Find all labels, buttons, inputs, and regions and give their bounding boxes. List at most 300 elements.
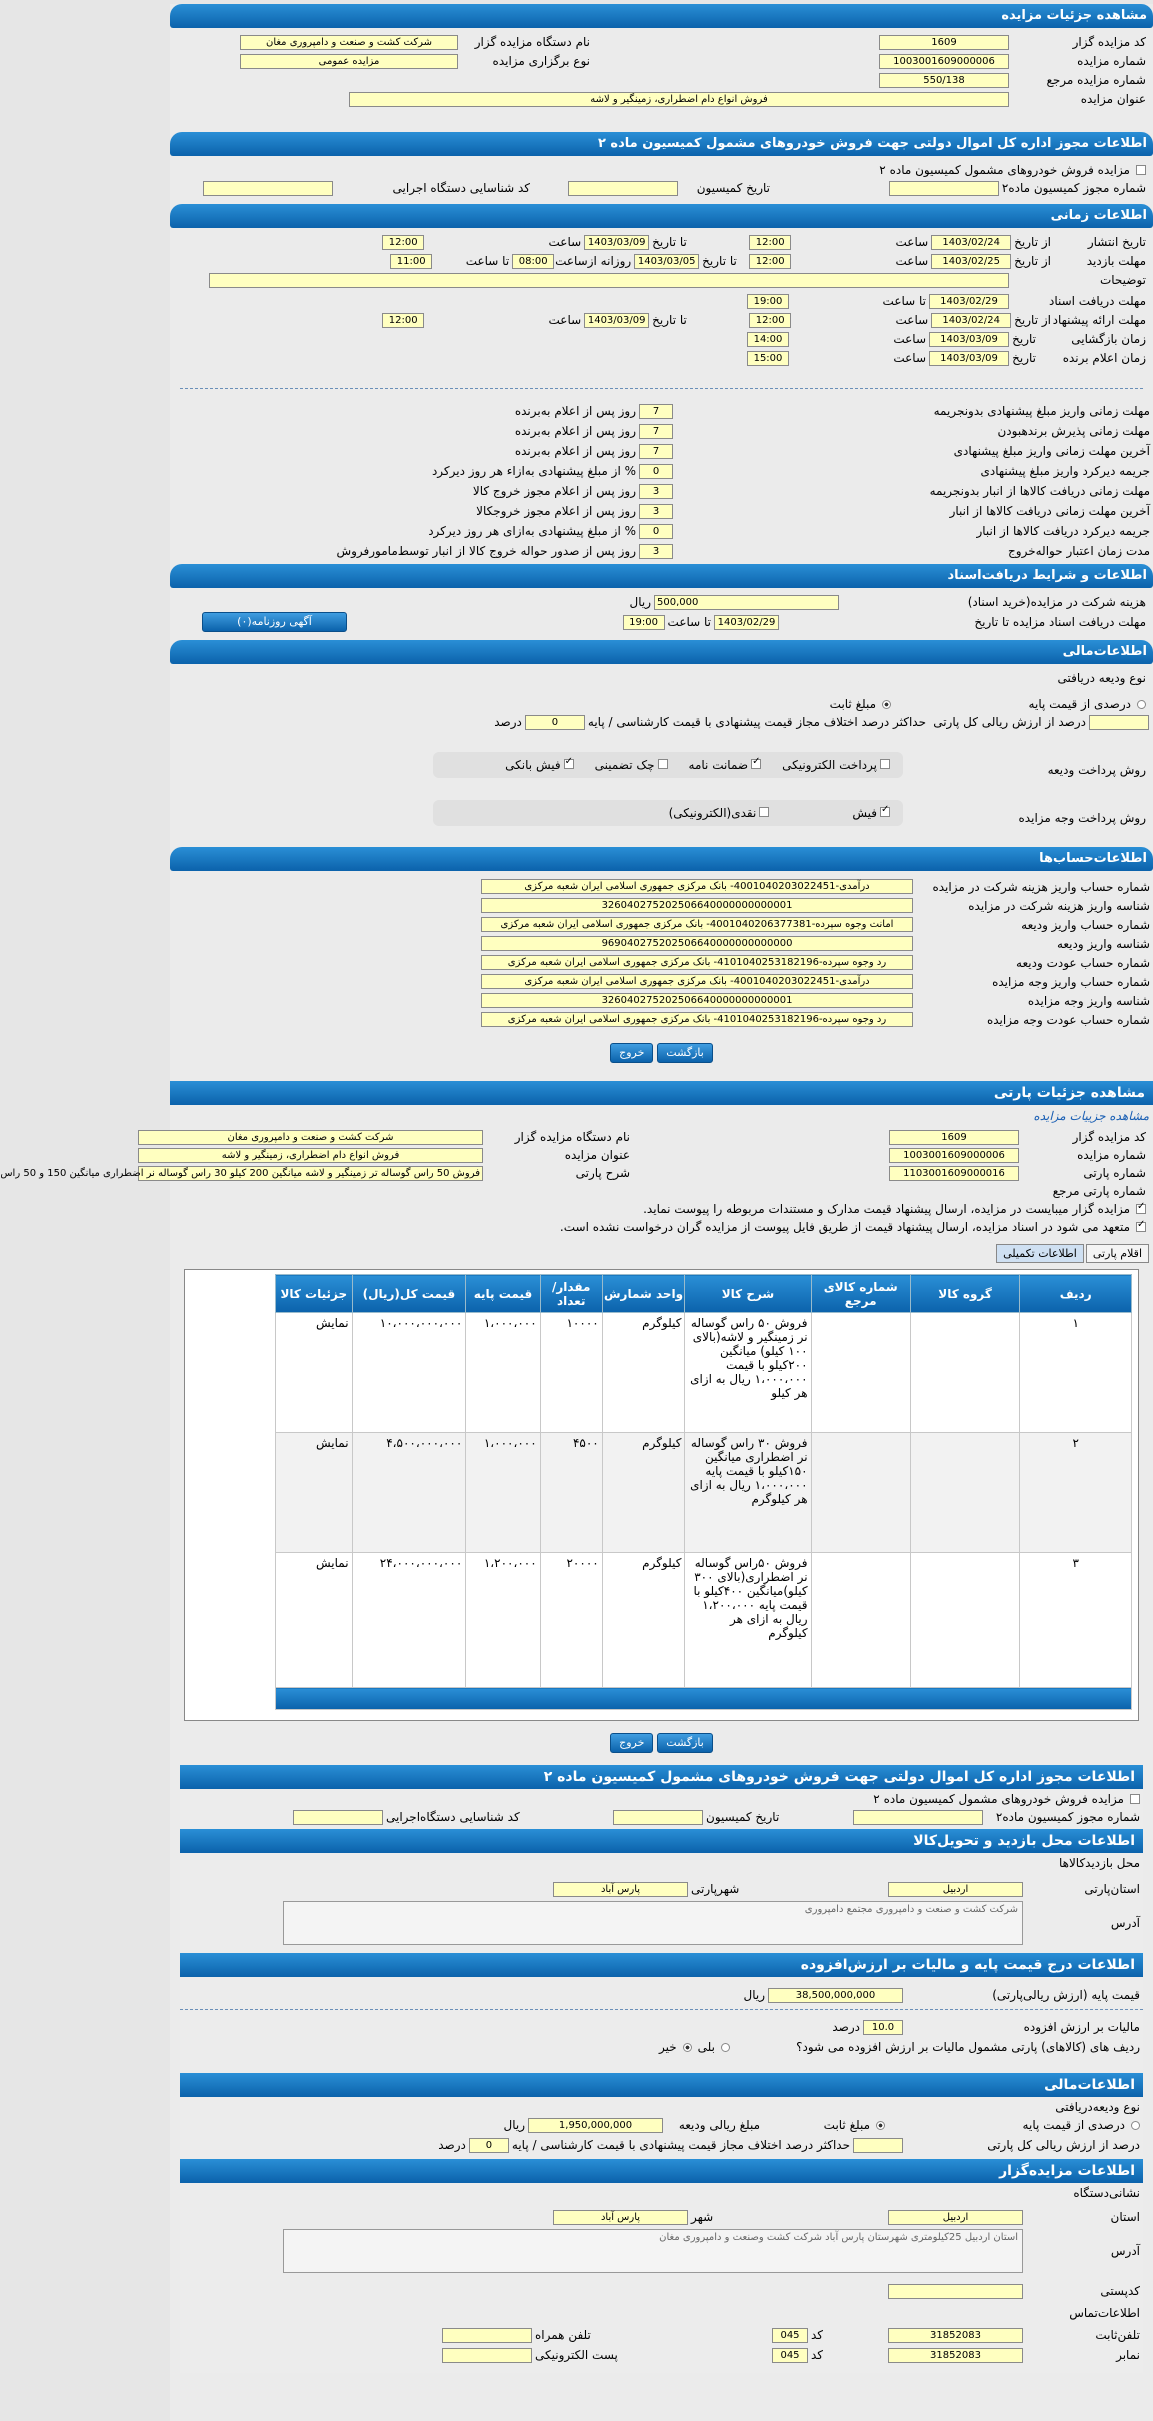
- section-accounts-header: اطلاعات‌حساب‌ها: [170, 847, 1153, 871]
- condition-label: مزایده گزار میبایست در مزایده، ارسال پیشنهاد قیمت مدارک و مستندات مربوطه را پیوست نماید.: [643, 1202, 1130, 1216]
- acct-field[interactable]: امانت وجوه سپرده-4001040206377381- بانک مرکزی جمهوری اسلامی ایران شعبه مرکزی: [481, 917, 913, 932]
- col-header: جزئیات کالا: [276, 1275, 353, 1313]
- acct-field[interactable]: 326040275202506640000000000001: [481, 993, 913, 1008]
- pay-option-label: ضمانت نامه: [688, 758, 749, 772]
- cell-unit: کیلوگرم: [602, 1433, 685, 1553]
- section-commission2-header: اطلاعات مجوز اداره کل اموال دولتی جهت فروش خودروهای مشمول کمیسیون ماده ۲: [180, 1765, 1143, 1789]
- deadline-suffix: روز پس از اعلام مجوز خروجکالا: [476, 504, 636, 518]
- ann-date[interactable]: 1403/03/09: [929, 351, 1009, 366]
- visit-addr-label: آدرس: [1110, 1916, 1140, 1930]
- dep-type2-label: نوع ودیعه‌دریافتی: [1055, 2100, 1140, 2114]
- max-label: حداکثر درصد اختلاف مجاز قیمت پیشنهادی با قیمت کارشناسی / پایه: [587, 715, 926, 729]
- cell-group: [910, 1313, 1020, 1433]
- cell-base: ۱،۰۰۰،۰۰۰: [466, 1433, 540, 1553]
- subj-field[interactable]: فروش انواع دام اضطراری، زمینگیر و لاشه: [349, 92, 1009, 107]
- visit-from-date[interactable]: 1403/02/25: [931, 254, 1011, 269]
- deadline-label: مهلت زمانی دریافت کالاها از انبار بدونجریمه: [929, 484, 1150, 498]
- commission2-checkbox[interactable]: [1130, 1794, 1140, 1804]
- col-header: واحد شمارش: [602, 1275, 685, 1313]
- commission-section: [170, 160, 1153, 200]
- cell-group: [910, 1433, 1020, 1553]
- commission2-section: [180, 1789, 1143, 1829]
- fixed-radio-label: مبلغ ثابت: [829, 697, 876, 711]
- comm-date-field[interactable]: [568, 181, 678, 196]
- checkbox[interactable]: [880, 759, 890, 769]
- accounts-section: [170, 875, 1153, 1037]
- col-header: قیمت پایه: [466, 1275, 540, 1313]
- section-visit-header: اطلاعات محل بازدید و تحویل‌کالا: [180, 1829, 1143, 1853]
- id2-label: کد شناسایی دستگاه‌اجرایی: [386, 1810, 520, 1824]
- col-header: ردیف: [1020, 1275, 1132, 1313]
- table-footer: [276, 1688, 1132, 1710]
- addr-head-label: نشانی‌دستگاه: [1073, 2186, 1140, 2200]
- checkbox[interactable]: [880, 807, 890, 817]
- visit-section: [180, 1853, 1143, 1953]
- commission-check-label: مزایده فروش خودروهای مشمول کمیسیون ماده ۲: [879, 163, 1130, 177]
- party-field[interactable]: 1103001609000016: [889, 1166, 1019, 1181]
- deadline-docs-date[interactable]: 1403/02/29: [714, 615, 779, 630]
- to-label: تا تاریخ: [652, 313, 687, 327]
- pct2-field[interactable]: [853, 2138, 903, 2153]
- party-subj-label: عنوان مزایده: [564, 1148, 630, 1162]
- visit-city-label: شهرپارتی: [691, 1882, 740, 1896]
- divider: [180, 388, 1143, 389]
- deadline-label: آخرین مهلت زمانی واریز مبلغ پیشنهادی: [953, 444, 1150, 458]
- section-auctioneer-header: اطلاعات مزایده‌گزار: [180, 2159, 1143, 2183]
- cell-total: ۴،۵۰۰،۰۰۰،۰۰۰: [352, 1433, 466, 1553]
- id2-field[interactable]: [293, 1810, 383, 1825]
- cell-qty: ۱۰۰۰۰: [540, 1313, 602, 1433]
- deadline-suffix: % از مبلغ پیشنهادی به‌ازای هر روز دیرکرد: [428, 524, 636, 538]
- tab-party-items[interactable]: اقلام پارتی: [1086, 1244, 1149, 1263]
- cell-desc: فروش ۵۰راس گوساله نر اضطراری(بالای ۳۰۰ کیلو)میانگین ۴۰۰کیلو با قیمت پایه ۱،۲۰۰،۰۰۰ ریال به ازای هر کیلوگرم: [685, 1553, 811, 1688]
- col-header: گروه کالا: [910, 1275, 1020, 1313]
- pay2-option-label: فیش: [852, 806, 877, 820]
- party-desc-label: شرح پارتی: [575, 1166, 630, 1180]
- contact-label: اطلاعات‌تماس: [1069, 2306, 1140, 2320]
- auctioneer-section: [180, 2183, 1143, 2373]
- items-table-container: [184, 1269, 1139, 1721]
- perm2-field[interactable]: [853, 1810, 983, 1825]
- deadline-field[interactable]: 0: [639, 464, 673, 479]
- acct-label: شماره حساب عودت وجه مزایده: [986, 1012, 1150, 1027]
- visit-to-time[interactable]: 11:00: [390, 254, 432, 269]
- party-org-label: نام دستگاه مزایده گزار: [514, 1130, 630, 1144]
- pay-option[interactable]: [689, 758, 765, 772]
- deadline-label: مدت زمان اعتبار حواله‌خروج: [1008, 544, 1150, 558]
- newspaper-ad-button[interactable]: آگهی روزنامه(۰): [202, 612, 347, 632]
- section-time-header: اطلاعات زمانی: [170, 204, 1153, 228]
- party-code-label: کد مزایده گزار: [1072, 1130, 1146, 1144]
- time-section: [170, 232, 1153, 382]
- party-code-field[interactable]: 1609: [889, 1130, 1019, 1145]
- type-field[interactable]: مزایده عمومی: [240, 54, 458, 69]
- code-label: کد: [811, 2328, 824, 2342]
- ref-field[interactable]: 550/138: [879, 73, 1009, 88]
- open-date[interactable]: 1403/03/09: [929, 332, 1009, 347]
- visit-label: مهلت بازدید: [1086, 254, 1146, 268]
- cell-total: ۲۴،۰۰۰،۰۰۰،۰۰۰: [352, 1553, 466, 1688]
- visit-prov-label: استان‌پارتی: [1084, 1882, 1140, 1896]
- acct-label: شماره حساب واریز هزینه شرکت در مزایده: [932, 879, 1150, 894]
- base-price-field[interactable]: 38,500,000,000: [768, 1988, 903, 2003]
- vat-no-label: خیر: [659, 2040, 677, 2054]
- deadline-docs-label: مهلت دریافت اسناد مزایده تا تاریخ: [974, 615, 1146, 629]
- cell-desc: فروش ۳۰ راس گوساله نر اضطراری میانگین ۱۵۰کیلو با قیمت پایه ۱،۰۰۰،۰۰۰ ریال به ازای هر کیلوگرم: [685, 1433, 811, 1553]
- fee-field[interactable]: 500,000: [654, 595, 839, 610]
- max2-label: حداکثر درصد اختلاف مجاز قیمت پیشنهادی با قیمت کارشناسی / پایه: [511, 2138, 850, 2152]
- table-header-row: [276, 1275, 1132, 1313]
- addr-label: آدرس: [1110, 2244, 1140, 2258]
- code-label: کد مزایده گزار: [1072, 35, 1146, 49]
- party-subj-field[interactable]: فروش انواع دام اضطراری، زمینگیر و لاشه: [138, 1148, 483, 1163]
- deadline-suffix: روز پس از اعلام به‌برنده: [514, 444, 636, 458]
- hour-label: ساعت: [893, 351, 926, 365]
- price-section: [180, 1977, 1143, 2073]
- exec-id-field[interactable]: [203, 181, 333, 196]
- ann-label: زمان اعلام برنده: [1062, 351, 1146, 365]
- max2-field[interactable]: 0: [469, 2138, 509, 2153]
- post-label: کدپستی: [1100, 2284, 1140, 2298]
- deadline-label: جریمه دیرکرد واریز مبلغ پیشنهادی: [980, 464, 1150, 478]
- visit-place-label: محل بازدیدکالاها: [1058, 1856, 1140, 1870]
- docs-date[interactable]: 1403/02/29: [929, 294, 1009, 309]
- pay-option-label: پرداخت الکترونیکی: [782, 758, 877, 772]
- tel-code-field[interactable]: 045: [772, 2328, 808, 2343]
- from-label: از تاریخ: [1014, 235, 1051, 249]
- checkbox[interactable]: [751, 759, 761, 769]
- checkbox[interactable]: [658, 759, 668, 769]
- cell-base: ۱،۰۰۰،۰۰۰: [466, 1313, 540, 1433]
- pct2-radio-label: درصدی از قیمت پایه: [1022, 2118, 1125, 2132]
- acct-label: شماره حساب واریز ودیعه: [1021, 917, 1150, 932]
- dep-type-label: نوع ودیعه دریافتی: [1057, 671, 1146, 685]
- section-financial2-header: اطلاعات‌مالی: [180, 2073, 1143, 2097]
- base-price-label: قیمت پایه (ارزش ریالی‌پارتی): [992, 1988, 1140, 2002]
- party-num-field[interactable]: 1003001609000006: [889, 1148, 1019, 1163]
- mobile-label: تلفن همراه: [535, 2328, 591, 2342]
- hour-label: ساعت: [548, 313, 582, 327]
- org-label: نام دستگاه مزایده گزار: [474, 35, 590, 49]
- cell-qty: ۲۰۰۰۰: [540, 1553, 602, 1688]
- checkbox[interactable]: [564, 759, 574, 769]
- cell-row-num: ۱: [1020, 1313, 1132, 1433]
- prov-label: استان: [1110, 2210, 1140, 2224]
- cell-total: ۱۰،۰۰۰،۰۰۰،۰۰۰: [352, 1313, 466, 1433]
- num-label: شماره مزایده: [1077, 54, 1146, 68]
- until-hour-label: تا ساعت: [465, 254, 510, 268]
- acct-field[interactable]: رد وجوه سپرده-4101040253182196- بانک مرکزی جمهوری اسلامی ایران شعبه مرکزی: [481, 955, 913, 970]
- pct-label: درصد: [494, 715, 522, 729]
- to-label: تا تاریخ: [702, 254, 737, 268]
- visit-to-date[interactable]: 1403/03/05: [634, 254, 699, 269]
- party-tabs: [996, 1244, 1149, 1263]
- acct-label: شناسه واریز هزینه شرکت در مزایده: [968, 898, 1150, 913]
- post-field[interactable]: [888, 2284, 1023, 2299]
- deadline-suffix: روز پس از صدور حواله خروج کالا از انبار توسط‌مامورفروش: [336, 544, 636, 558]
- acct-label: شماره حساب عودت ودیعه: [1016, 955, 1150, 970]
- pay2-option[interactable]: [669, 806, 773, 820]
- acct-field[interactable]: رد وجوه سپرده-4101040253182196- بانک مرکزی جمهوری اسلامی ایران شعبه مرکزی: [481, 1012, 913, 1027]
- auction-details: [170, 32, 1153, 128]
- deadline-field[interactable]: 3: [639, 544, 673, 559]
- pub-to-date[interactable]: 1403/03/09: [584, 235, 649, 250]
- cell-unit: کیلوگرم: [602, 1553, 685, 1688]
- hour-label: ساعت: [893, 332, 926, 346]
- nav-buttons: [170, 1037, 1153, 1071]
- deadline-field[interactable]: 7: [639, 424, 673, 439]
- max-field[interactable]: 0: [525, 715, 585, 730]
- checkbox[interactable]: [759, 807, 769, 817]
- vat-question: ردیف های (کالاهای) پارتی مشمول مالیات بر ارزش افزوده می شود؟: [796, 2040, 1140, 2054]
- pub-label: تاریخ انتشار: [1087, 235, 1146, 249]
- docs-section: [170, 592, 1153, 636]
- condition-checkbox[interactable]: [1136, 1204, 1146, 1214]
- cell-ref: [811, 1553, 910, 1688]
- items-table: [275, 1274, 1132, 1710]
- pay2-methods-box: [433, 800, 903, 826]
- back-button[interactable]: بازگشت: [657, 1043, 713, 1063]
- rial-label: ریال: [629, 595, 651, 609]
- pay-option[interactable]: [595, 758, 671, 772]
- pct-label: درصد: [832, 2020, 860, 2034]
- commission-checkbox[interactable]: [1136, 165, 1146, 175]
- table-row: [276, 1313, 1132, 1433]
- cell-unit: کیلوگرم: [602, 1313, 685, 1433]
- perm2-label: شماره مجوز کمیسیون ماده۲: [995, 1810, 1140, 1824]
- deadline-label: مهلت زمانی واریز مبلغ پیشنهادی بدونجریمه: [933, 404, 1150, 418]
- tel-label: تلفن‌ثابت: [1095, 2328, 1140, 2342]
- vat-no-radio[interactable]: [683, 2043, 692, 2052]
- visit-addr-field[interactable]: شرکت کشت و صنعت و دامپروری مجتمع دامپروری: [283, 1901, 1023, 1945]
- commission2-label: مزایده فروش خودروهای مشمول کمیسیون ماده ۲: [873, 1792, 1124, 1806]
- pct2-radio[interactable]: [1131, 2121, 1140, 2130]
- email-field[interactable]: [442, 2348, 532, 2363]
- acct-field[interactable]: درآمدی-4001040203022451- بانک مرکزی جمهوری اسلامی ایران شعبه مرکزی: [481, 974, 913, 989]
- table-row: [276, 1553, 1132, 1688]
- code-label: کد: [811, 2348, 824, 2362]
- pay2-option[interactable]: [852, 806, 893, 820]
- city-label: شهر: [691, 2210, 714, 2224]
- docs-time[interactable]: 19:00: [747, 294, 789, 309]
- hour-label: ساعت: [895, 235, 929, 249]
- pay2-method-label: روش پرداخت وجه مزایده: [1018, 811, 1146, 825]
- tab-extra-info[interactable]: اطلاعات تکمیلی: [996, 1244, 1084, 1263]
- type-label: نوع برگزاری مزایده: [492, 54, 590, 68]
- section-price-header: اطلاعات درج قیمت پایه و مالیات بر ارزش‌افزوده: [180, 1953, 1143, 1977]
- subj-label: عنوان مزایده: [1080, 92, 1146, 106]
- desc-label: توضیحات: [1099, 273, 1146, 287]
- offer-from-time[interactable]: 12:00: [749, 313, 791, 328]
- section-docs-header: اطلاعات و شرایط دریافت‌اسناد: [170, 564, 1153, 588]
- cell-group: [910, 1553, 1020, 1688]
- cell-row-num: ۲: [1020, 1433, 1132, 1553]
- hour-label: ساعت: [895, 313, 929, 327]
- acct-field[interactable]: درآمدی-4001040203022451- بانک مرکزی جمهوری اسلامی ایران شعبه مرکزی: [481, 879, 913, 894]
- pub-from-date[interactable]: 1403/02/24: [931, 235, 1011, 250]
- table-row: [276, 1433, 1132, 1553]
- auction-details-link[interactable]: مشاهده جزییات مزایده: [1033, 1109, 1149, 1123]
- pay-option-label: چک تضمینی: [594, 758, 655, 772]
- rial-label: ریال: [743, 1988, 765, 2002]
- vat-field[interactable]: 10.0: [863, 2020, 903, 2035]
- open-time[interactable]: 14:00: [747, 332, 789, 347]
- desc-field[interactable]: [209, 273, 1009, 288]
- col-header: شماره کالای مرجع: [811, 1275, 910, 1313]
- docs-label: مهلت دریافت اسناد: [1048, 294, 1146, 308]
- lower-details: [180, 1765, 1143, 2373]
- cell-ref: [811, 1313, 910, 1433]
- tel-field[interactable]: 31852083: [888, 2328, 1023, 2343]
- deadline-suffix: روز پس از اعلام مجوز خروج کالا: [472, 484, 636, 498]
- pay2-option-label: نقدی(الکترونیکی): [668, 806, 757, 820]
- date2-field[interactable]: [613, 1810, 703, 1825]
- party-org-field[interactable]: شرکت کشت و صنعت و دامپروری مغان: [138, 1130, 483, 1145]
- deadline-suffix: روز پس از اعلام به‌برنده: [514, 424, 636, 438]
- amount-field[interactable]: 1,950,000,000: [528, 2118, 663, 2133]
- condition-label: متعهد می شود در اسناد مزایده، ارسال پیشنهاد قیمت از طریق فایل پیوست از مزایده گران درخواست نشده است.: [559, 1220, 1130, 1234]
- fee-label: هزینه شرکت در مزایده(خرید اسناد): [967, 595, 1146, 609]
- addr-field[interactable]: استان اردبیل 25کیلومتری شهرستان پارس آباد شرکت کشت وصنعت و دامپروری مغان: [283, 2229, 1023, 2273]
- mobile-field[interactable]: [442, 2328, 532, 2343]
- back-button[interactable]: بازگشت: [657, 1733, 713, 1753]
- city-field[interactable]: پارس آباد: [553, 2210, 688, 2225]
- vat-label: مالیات بر ارزش افزوده: [1023, 2020, 1140, 2034]
- page: [0, 4, 1153, 2421]
- hour-label: ساعت: [548, 235, 582, 249]
- party-label: شماره پارتی: [1083, 1166, 1146, 1180]
- pub-to-time[interactable]: 12:00: [382, 235, 424, 250]
- perm-field[interactable]: [889, 181, 999, 196]
- fixed2-label: مبلغ ثابت: [823, 2118, 870, 2132]
- condition-checkbox[interactable]: [1136, 1222, 1146, 1232]
- date-word: تاریخ: [1012, 351, 1036, 365]
- comm-date-label: تاریخ کمیسیون: [696, 181, 770, 195]
- cell-base: ۱،۲۰۰،۰۰۰: [466, 1553, 540, 1688]
- deadline-label: مهلت زمانی پذیرش برندهبودن: [997, 424, 1150, 438]
- deadline-label: جریمه دیرکرد دریافت کالاها از انبار: [976, 524, 1150, 538]
- financial-section: [170, 668, 1153, 843]
- deadline-label: آخرین مهلت زمانی دریافت کالاها از انبار: [949, 504, 1150, 518]
- pct-of2-label: درصد از ارزش ریالی کل پارتی: [987, 2138, 1140, 2152]
- deadline-docs-time[interactable]: 19:00: [623, 615, 665, 630]
- pay-option[interactable]: [782, 758, 893, 772]
- pct-label: درصد: [438, 2138, 466, 2152]
- acct-label: شماره حساب واریز وجه مزایده: [992, 974, 1150, 989]
- show-details-link[interactable]: نمایش: [276, 1313, 353, 1433]
- visit-prov-field[interactable]: اردبیل: [888, 1882, 1023, 1897]
- fax-field[interactable]: 31852083: [888, 2348, 1023, 2363]
- fax-label: نمابر: [1116, 2348, 1140, 2362]
- pay-methods-box: [433, 752, 903, 778]
- to-label: تا تاریخ: [652, 235, 687, 249]
- deadline-suffix: % از مبلغ پیشنهادی به‌ازاء هر روز دیرکرد: [431, 464, 636, 478]
- deadline-field[interactable]: 7: [639, 444, 673, 459]
- exit-button[interactable]: خروج: [610, 1733, 653, 1753]
- fax-code-field[interactable]: 045: [772, 2348, 808, 2363]
- deadlines-section: [170, 395, 1153, 560]
- code-field[interactable]: 1609: [879, 35, 1009, 50]
- nav-buttons-2: [170, 1721, 1153, 1765]
- date-word: تاریخ: [1012, 332, 1036, 346]
- deadline-field[interactable]: 0: [639, 524, 673, 539]
- acct-label: شناسه واریز وجه مزایده: [1027, 993, 1150, 1008]
- col-header: قیمت کل(ریال): [352, 1275, 466, 1313]
- party-num-label: شماره مزایده: [1077, 1148, 1146, 1162]
- ref-label: شماره مزایده مرجع: [1046, 73, 1146, 87]
- exec-id-label: کد شناسایی دستگاه اجرایی: [392, 181, 530, 195]
- party-desc-field[interactable]: فروش 50 راس گوساله تر زمینگیر و لاشه میانگین 200 کیلو 30 راس گوساله نر اضطراری میانگین 150 و 50 راس: [138, 1166, 483, 1181]
- cell-desc: فروش ۵۰ راس گوساله نر زمینگیر و لاشه(بالای ۱۰۰ کیلو) میانگین ۲۰۰کیلو با قیمت ۱،۰۰۰،۰۰۰ ریال به ازای هر کیلو: [685, 1313, 811, 1433]
- cell-qty: ۴۵۰۰: [540, 1433, 602, 1553]
- pct-field[interactable]: [1089, 715, 1149, 730]
- offer-to-time[interactable]: 12:00: [382, 313, 424, 328]
- offer-label: مهلت ارائه پیشنهاد: [1052, 313, 1146, 327]
- exit-button[interactable]: خروج: [610, 1043, 653, 1063]
- acct-field[interactable]: 969040275202506640000000000000: [481, 936, 913, 951]
- pct-radio-label: درصدی از قیمت پایه: [1028, 697, 1131, 711]
- party-details-header: مشاهده جزئیات پارتی: [170, 1081, 1153, 1105]
- section-financial-header: اطلاعات‌مالی: [170, 640, 1153, 664]
- col-header: مقدار/تعداد: [540, 1275, 602, 1313]
- amount-label: مبلغ ریالی ودیعه: [678, 2118, 760, 2132]
- offer-from-date[interactable]: 1403/02/24: [931, 313, 1011, 328]
- deadline-field[interactable]: 3: [639, 504, 673, 519]
- col-header: شرح کالا: [685, 1275, 811, 1313]
- until-hour-label: تا ساعت: [667, 615, 711, 629]
- pay-option-label: فیش بانکی: [505, 758, 561, 772]
- from-label: از تاریخ: [1014, 313, 1051, 327]
- party-ref-label: شماره پارتی مرجع: [1052, 1184, 1146, 1198]
- pay-method-label: روش پرداخت ودیعه: [1047, 763, 1146, 777]
- cell-ref: [811, 1433, 910, 1553]
- from-label: از تاریخ: [1014, 254, 1051, 268]
- until-hour-label: تا ساعت: [882, 294, 926, 308]
- email-label: پست الکترونیکی: [535, 2348, 618, 2362]
- deadline-field[interactable]: 3: [639, 484, 673, 499]
- visit-from-time[interactable]: 12:00: [749, 254, 791, 269]
- offer-to-date[interactable]: 1403/03/09: [584, 313, 649, 328]
- perm-label: شماره مجوز کمیسیون ماده۲: [1001, 181, 1146, 195]
- deadline-suffix: روز پس از اعلام به‌برنده: [514, 404, 636, 418]
- pct-of-label: درصد از ارزش ریالی کل پارتی: [933, 715, 1086, 729]
- date2-label: تاریخ کمیسیون: [706, 1810, 780, 1824]
- visit-city-field[interactable]: پارس آباد: [553, 1882, 688, 1897]
- party-section: [0, 1109, 1153, 1269]
- show-details-link[interactable]: نمایش: [276, 1553, 353, 1688]
- open-label: زمان بازگشایی: [1071, 332, 1146, 346]
- org-field[interactable]: شرکت کشت و صنعت و دامپروری مغان: [240, 35, 458, 50]
- fixed-radio[interactable]: [882, 700, 891, 709]
- ann-time[interactable]: 15:00: [747, 351, 789, 366]
- num-field[interactable]: 1003001609000006: [879, 54, 1009, 69]
- hour-label: ساعت: [895, 254, 929, 268]
- vat-yes-radio[interactable]: [721, 2043, 730, 2052]
- pct-radio[interactable]: [1137, 700, 1146, 709]
- table-footer-bar: [276, 1688, 1132, 1710]
- deadline-field[interactable]: 7: [639, 404, 673, 419]
- acct-field[interactable]: 326040275202506640000000000001: [481, 898, 913, 913]
- cell-row-num: ۳: [1020, 1553, 1132, 1688]
- pay-option[interactable]: [505, 758, 576, 772]
- prov-field[interactable]: اردبیل: [888, 2210, 1023, 2225]
- fixed2-radio[interactable]: [876, 2121, 885, 2130]
- rial-label: ریال: [503, 2118, 525, 2132]
- pub-from-time[interactable]: 12:00: [749, 235, 791, 250]
- visit-daily-time[interactable]: 08:00: [512, 254, 554, 269]
- divider: [180, 2009, 1143, 2010]
- show-details-link[interactable]: نمایش: [276, 1433, 353, 1553]
